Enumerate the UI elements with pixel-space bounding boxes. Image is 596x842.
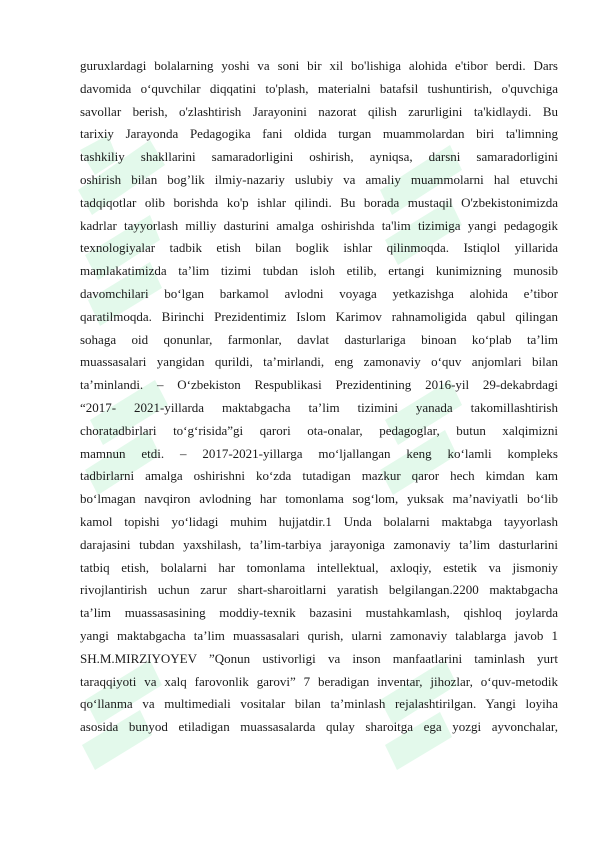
text-line: kamol topishi yo‘lidagi muhim hujjatdir.1 Unda bolalarni maktabga tayyorlash: [80, 513, 558, 529]
text-line: mamlakatimizda ta’lim tizimi tubdan isloh etilib, ertangi kunimizning munosib: [80, 263, 558, 279]
text-line: muassasalari yangidan qurildi, ta’mirlandi, eng zamonaviy o‘quv anjomlari bilan: [80, 354, 558, 370]
text-line: ta’minlandi. – O‘zbekiston Respublikasi Prezidentining 2016-yil 29-dekabrdagi: [80, 377, 558, 393]
text-line: mamnun etdi. – 2017-2021-yillarga mo‘ljallangan keng ko‘lamli kompleks: [80, 445, 558, 461]
text-line: tatbiq etish, bolalarni har tomonlama intellektual, axloqiy, estetik va jismoniy: [80, 559, 558, 575]
text-line: davomida o‘quvchilar diqqatini to'plash, materialni batafsil tushuntirish, o'quvchiga: [80, 80, 558, 96]
text-line: kadrlar tayyorlash milliy dasturini amalga oshirishda ta'lim tizimiga yangi pedagogik: [80, 217, 558, 233]
text-line: asosida bunyod etiladigan muassasalarda qulay sharoitga ega yozgi ayvonchalar,: [80, 719, 558, 735]
text-line: guruxlardagi bolalarning yoshi va soni bir xil bo'lishiga alohida e'tibor berdi. Dars: [80, 58, 558, 73]
text-line: ta’lim muassasasining moddiy-texnik bazasini mustahkamlash, qishloq joylarda: [80, 605, 558, 621]
text-line: qaratilmoqda. Birinchi Prezidentimiz Islom Karimov rahnamoligida qabul qilingan: [80, 308, 558, 324]
text-line: choratadbirlari to‘g‘risida”gi qarori ota-onalar, pedagoglar, butun xalqimizni: [80, 422, 558, 438]
text-line: rivojlantirish uchun zarur shart-sharoitlarni yaratish belgilangan.2200 maktabgacha: [80, 582, 558, 598]
text-line: bo‘lmagan navqiron avlodning har tomonlama sog‘lom, yuksak ma’naviyatli bo‘lib: [80, 491, 558, 507]
text-line: SH.M.MIRZIYOYEV ”Qonun ustivorligi va inson manfaatlarini taminlash yurt: [80, 650, 558, 666]
text-line: oshirish bilan bog’lik ilmiy-nazariy uslubiy va amaliy muammolarni hal etuvchi: [80, 171, 558, 187]
text-line: darajasini tubdan yaxshilash, ta’lim-tarbiya jarayoniga zamonaviy ta’lim dasturlarini: [80, 536, 558, 552]
text-line: tashkiliy shakllarini samaradorligini oshirish, ayniqsa, darsni samaradorligini: [80, 149, 558, 165]
text-line: tarixiy Jarayonda Pedagogika fani oldida turgan muammolardan biri ta'limning: [80, 126, 558, 142]
text-line: tadqiqotlar olib borishda ko'p ishlar qilindi. Bu borada mustaqil O'zbekistonimizda: [80, 194, 558, 210]
text-line: davomchilari bo‘lgan barkamol avlodni voyaga yetkazishga alohida e’tibor: [80, 285, 558, 301]
text-line: qo‘llanma va multimediali vositalar bilan ta’minlash rejalashtirilgan. Yangi loyiha: [80, 696, 558, 712]
text-line: yangi maktabgacha ta’lim muassasalari qurish, ularni zamonaviy talablarga javob 1: [80, 627, 558, 643]
text-line: savollar berish, o'zlashtirish Jarayonini nazorat qilish zarurligini ta'kidlaydi. Bu: [80, 103, 558, 119]
text-line: texnologiyalar tadbik etish bilan boglik ishlar qilinmoqda. Istiqlol yillarida: [80, 240, 558, 256]
text-line: “2017- 2021-yillarda maktabgacha ta’lim tizimini yanada takomillashtirish: [80, 399, 558, 415]
text-line: sohaga oid qonunlar, farmonlar, davlat dasturlariga binoan ko‘plab ta’lim: [80, 331, 558, 347]
text-line: taraqqiyoti va xalq farovonlik garovi” 7 beradigan inventar, jihozlar, o‘quv-metodik: [80, 673, 558, 689]
text-line: tadbirlarni amalga oshirishni ko‘zda tutadigan mazkur qaror hech kimdan kam: [80, 468, 558, 484]
body-text: [80, 55, 558, 739]
